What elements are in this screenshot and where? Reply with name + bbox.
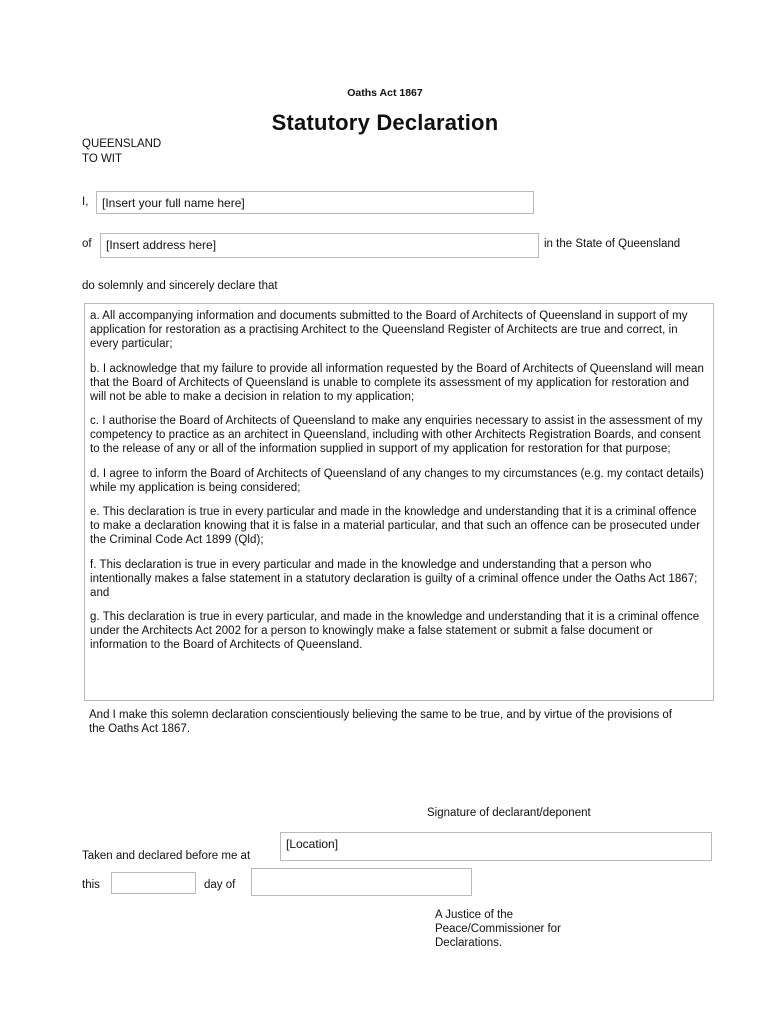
declaration-clauses-box xyxy=(84,303,714,701)
officer-title-line1: A Justice of the xyxy=(435,909,513,921)
officer-title-line3: Declarations. xyxy=(435,937,503,949)
officer-title-line2: Peace/Commissioner for xyxy=(435,923,561,935)
taken-declared-label: Taken and declared before me at xyxy=(82,850,251,862)
address-field[interactable]: [Insert address here] xyxy=(100,233,539,258)
day-of-label: day of xyxy=(204,879,236,891)
clause-f: f. This declaration is true in every particular and made in the knowledge and understanding that a person who intentionally makes a false statement in a statutory declaration is guilty of a criminal offence under the Oaths Act 1867; and xyxy=(90,558,698,599)
clause-d: d. I agree to inform the Board of Architects of Queensland of any changes to my circumstances (e.g. my contact details) while my application is being considered; xyxy=(90,467,704,494)
declaration-intro: do solemnly and sincerely declare that xyxy=(82,280,278,292)
clause-c: c. I authorise the Board of Architects of Queensland to make any enquiries necessary to assist in the assessment of my competency to practice as an architect in Queensland, including with other Architects Registration Boards, and consent to the release of any or all of the information supplied in support of my application for restoration for that purpose; xyxy=(90,415,703,455)
clause-g: g. This declaration is true in every particular, and made in the knowledge and understanding that it is a criminal offence under the Architects Act 2002 for a person to knowingly make a false statement or submit a false document or information to the Board of Architects of Queensland. xyxy=(90,611,700,651)
act-reference: Oaths Act 1867 xyxy=(347,87,423,99)
i-label: I, xyxy=(82,196,89,208)
this-label: this xyxy=(82,879,100,891)
month-year-field[interactable] xyxy=(251,868,472,896)
clause-b: b. I acknowledge that my failure to provide all information requested by the Board of Architects of Queensland will mean that the Board of Architects of Queensland is unable to complete its assessment of my application for restoration and will not be able to make a decision in relation to my application; xyxy=(90,362,704,403)
day-field[interactable] xyxy=(111,872,196,894)
clause-a: a. All accompanying information and documents submitted to the Board of Architects of Queensland in support of my application for restoration as a practising Architect to the Queensland Register of Architects are true and correct, in every particular; xyxy=(90,310,688,350)
jurisdiction-to-wit: TO WIT xyxy=(82,153,123,165)
jurisdiction-state: QUEENSLAND xyxy=(82,138,162,150)
of-label: of xyxy=(82,238,92,250)
state-text: in the State of Queensland xyxy=(544,238,681,250)
full-name-field[interactable]: [Insert your full name here] xyxy=(96,191,534,214)
signature-label: Signature of declarant/deponent xyxy=(427,807,591,819)
location-field[interactable]: [Location] xyxy=(280,832,712,861)
page-title: Statutory Declaration xyxy=(271,110,499,135)
clause-e: e. This declaration is true in every particular and made in the knowledge and understanding that it is a criminal offence to make a declaration knowing that it is false in a material particular, and that such an offence can be prosecuted under the Criminal Code Act 1899 (Qld); xyxy=(90,506,700,546)
closing-statement: And I make this solemn declaration conscientiously believing the same to be true, and by virtue of the provisions of the Oaths Act 1867. xyxy=(89,709,672,735)
